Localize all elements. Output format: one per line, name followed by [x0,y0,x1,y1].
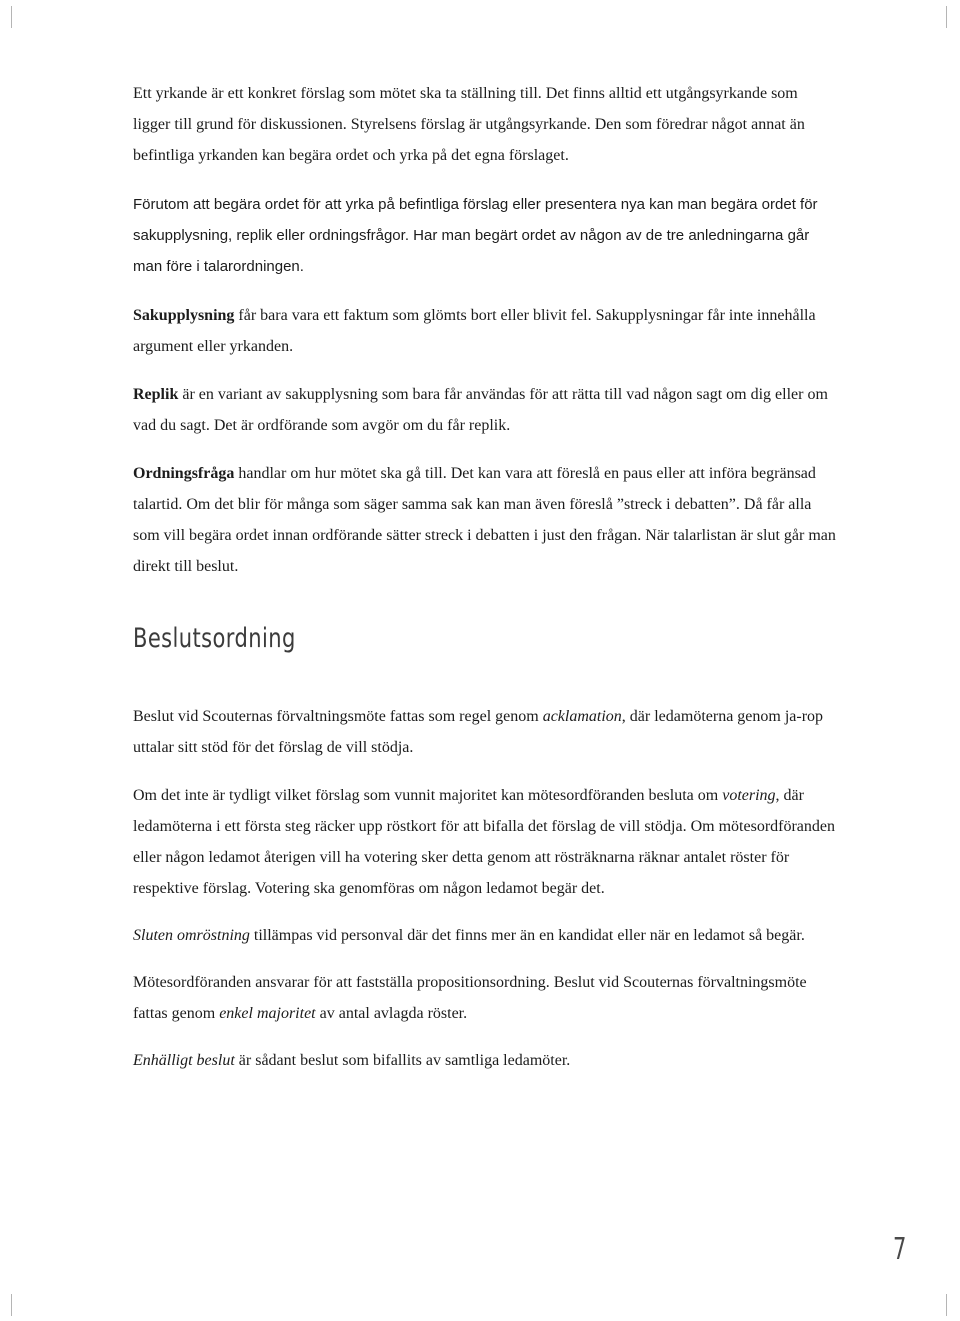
section-heading-beslutsordning: Beslutsordning [133,623,296,654]
crop-mark-bottom-right [946,1294,947,1316]
paragraph-text: Om det inte är tydligt vilket förslag som vunnit majoritet kan mötesordföranden besluta om [133,787,723,804]
paragraph-sakupplysning [133,300,838,362]
term-enhalligt-beslut: Enhälligt beslut [133,1052,235,1069]
paragraph-text: får bara vara ett faktum som glömts bort eller blivit fel. Sakupplysningar får inte innehålla argument eller yrkanden. [133,307,816,355]
paragraph-text: , där ledamöterna i ett första steg räcker upp röstkort för att bifalla det förslag de vill stödja. Om mötesordföranden eller någon ledamot återigen vill ha votering sker detta genom att rösträknarna räknar antalet röster för respektive förslag. Votering ska genomföras om någon ledamot begär det. [133,787,835,897]
term-ordningsfraga: Ordningsfråga [133,465,235,482]
paragraph-ordningsfraga [133,458,838,582]
crop-mark-top-right [946,6,947,28]
term-enkel-majoritet: enkel majoritet [219,1005,316,1022]
paragraph-acklamation [133,701,838,763]
term-sluten-omrostning: Sluten omröstning [133,927,250,944]
paragraph-votering [133,780,838,904]
paragraph-propositionsordning [133,967,838,1029]
term-sakupplysning: Sakupplysning [133,307,235,324]
paragraph-text: , där ledamöterna genom ja-rop uttalar sitt stöd för det förslag de vill stödja. [133,708,824,756]
paragraph-text: handlar om hur mötet ska gå till. Det kan vara att föreslå en paus eller att införa begränsad talartid. Om det blir för många som säger samma sak kan man även föreslå ”streck i debatten”. Då får alla som vill begära ordet innan ordförande sätter streck i debatten i just den frågan. När talarlistan är slut går man direkt till beslut. [133,465,836,575]
paragraph-text: tillämpas vid personval där det finns mer än en kandidat eller när en ledamot så begär. [249,927,805,944]
crop-mark-top-left [11,6,12,28]
paragraph-text: är sådant beslut som bifallits av samtliga ledamöter. [234,1052,571,1069]
term-replik: Replik [133,386,179,403]
paragraph-yrkande: Ett yrkande är ett konkret förslag som mötet ska ta ställning till. Det finns alltid ett utgångsyrkande som ligger till grund för diskussionen. Styrelsens förslag är utgångsyrkande. Den som föredrar något annat än befintliga yrkanden kan begära ordet och yrka på det egna förslaget. [133,85,805,164]
paragraph-text: Mötesordföranden ansvarar för att fastställa propositionsordning. Beslut vid Scouternas förvaltningsmöte fattas genom [133,974,807,1022]
paragraph-begara-ordet: Förutom att begära ordet för att yrka på befintliga förslag eller presentera nya kan man begära ordet för sakupplysning, replik eller ordningsfrågor. Har man begärt ordet av någon av de tre anledningarna går man före i talarordningen. [133,196,818,275]
paragraph-text: är en variant av sakupplysning som bara får användas för att rätta till vad någon sagt om dig eller om vad du sagt. Det är ordförande som avgör om du får replik. [133,386,828,434]
term-acklamation: acklamation [542,708,622,725]
paragraph-replik [133,379,838,441]
crop-mark-bottom-left [11,1294,12,1316]
page-number: 7 [893,1232,907,1267]
page-content [133,78,838,1076]
paragraph-sluten-omrostning [133,920,838,951]
paragraph-text: Beslut vid Scouternas förvaltningsmöte fattas som regel genom [133,708,543,725]
paragraph-enhalligt-beslut [133,1045,838,1076]
paragraph-text: av antal avlagda röster. [315,1005,468,1022]
term-votering: votering [722,787,776,804]
